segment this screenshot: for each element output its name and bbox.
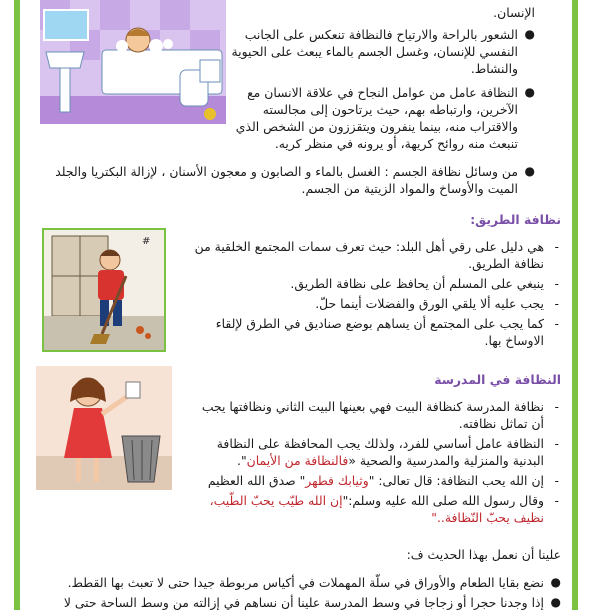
action-bullet bbox=[41, 574, 561, 591]
quote-faith-end: ". bbox=[237, 453, 247, 468]
svg-text:#: # bbox=[142, 236, 151, 247]
action-title: علينا أن نعمل بهذا الحديث ف: bbox=[406, 547, 561, 562]
bullet-text: من وسائل نظافة الجسم : الغسل بالماء و الصابون و معجون الأسنان ، لإزالة البكتريا والجلد الميت والأوساخ والمواد الزيتية من الجسم. bbox=[55, 164, 518, 196]
intro-fragment: الإنسان. bbox=[493, 5, 535, 20]
quote-verse: وثيابك فطهر bbox=[305, 473, 369, 488]
list-item bbox=[191, 295, 561, 312]
bullet-dot: ● bbox=[524, 27, 535, 41]
page-border-left bbox=[14, 0, 20, 610]
action-bullet bbox=[41, 594, 561, 611]
quote-faith: فالنظافة من الأيمان bbox=[246, 453, 349, 468]
intro-bullet bbox=[217, 84, 535, 152]
quote-hadith: إن الله طيّب يحبّ الطّيب، نظيف يحبّ النّظافة.." bbox=[209, 493, 544, 525]
list-item-text: كما يجب على المجتمع أن يساهم بوضع صناديق في الطرق لإلقاء الاوساخ بها. bbox=[215, 316, 544, 348]
list-item bbox=[193, 472, 561, 489]
bathroom-illustration bbox=[40, 0, 226, 124]
list-item-text: وقال رسول الله صلى الله عليه وسلم:" bbox=[342, 493, 544, 508]
intro-bullet bbox=[217, 26, 535, 77]
bullet-text: النظافة عامل من عوامل النجاح في علاقة الانسان مع الآخرين، وارتباطه بهم، حيث يرتاحون إلى مجالسته والاقتراب منه، بينما ينفرون ويتقززون من الشخص الذي تنبعث منه روائح كريهة، أو يرونه في منظر كريه. bbox=[235, 85, 518, 151]
list-item bbox=[191, 238, 561, 272]
dash-marker: - bbox=[554, 473, 559, 488]
dash-marker: - bbox=[554, 399, 559, 414]
list-item bbox=[191, 275, 561, 292]
bullet-text: الشعور بالراحة والارتياح فالنظافة تنعكس على الجانب النفسي للإنسان، وغسل الجسم بالماء يبعث على الحيوية والنشاط. bbox=[231, 27, 518, 76]
girl-with-trash-illustration bbox=[36, 366, 172, 490]
list-item bbox=[193, 398, 561, 432]
list-item-text: نظافة المدرسة كنظافة البيت فهي بعينها البيت الثاني ونظافتها يجب أن تماثل نظافته. bbox=[201, 399, 544, 431]
section-title-school: النظافة في المدرسة bbox=[434, 372, 561, 387]
list-item bbox=[193, 492, 561, 526]
list-item-text: يجب عليه ألا يلقي الورق والفضلات أينما حلّ. bbox=[315, 296, 544, 311]
bullet-text: إذا وجدنا حجرا أو زجاجا في وسط المدرسة علينا أن نساهم في إزالته من وسط الساحة حتى لا bbox=[63, 595, 544, 610]
list-item bbox=[191, 315, 561, 349]
bullet-dot: ● bbox=[550, 575, 561, 589]
dash-marker: - bbox=[554, 436, 559, 451]
dash-marker: - bbox=[554, 239, 559, 254]
bullet-dot: ● bbox=[524, 85, 535, 99]
page-border-right bbox=[572, 0, 578, 610]
section-title-road: نظافة الطريق: bbox=[470, 212, 561, 227]
dash-marker: - bbox=[554, 316, 559, 331]
street-sweeper-illustration bbox=[42, 228, 166, 352]
list-item-text: ينبغي على المسلم أن يحافظ على نظافة الطريق. bbox=[290, 276, 544, 291]
intro-bullet bbox=[25, 163, 535, 197]
road-list bbox=[191, 238, 561, 362]
school-list bbox=[193, 398, 561, 526]
dash-marker: - bbox=[554, 296, 559, 311]
list-item bbox=[193, 435, 561, 469]
list-item-text: النظافة عامل أساسي للفرد، ولذلك يجب المحافظة على النظافة البدنية والمنزلية والمدرسية والصحية « bbox=[216, 436, 544, 468]
bullet-dot: ● bbox=[524, 164, 535, 178]
verse-end: " صدق الله العظيم bbox=[207, 473, 306, 488]
list-item-text: هي دليل على رقي أهل البلد: حيث تعرف سمات المجتمع الخلقية من نظافة الطريق. bbox=[194, 239, 544, 271]
list-item-text: إن الله يحب النظافة: قال تعالى: " bbox=[368, 473, 544, 488]
bullet-dot: ● bbox=[550, 595, 561, 609]
dash-marker: - bbox=[554, 276, 559, 291]
bullet-text: نضع بقايا الطعام والأوراق في سلّة المهملات في أكياس مربوطة جيدا حتى لا تعبث بها القطط. bbox=[67, 575, 544, 590]
dash-marker: - bbox=[554, 493, 559, 508]
